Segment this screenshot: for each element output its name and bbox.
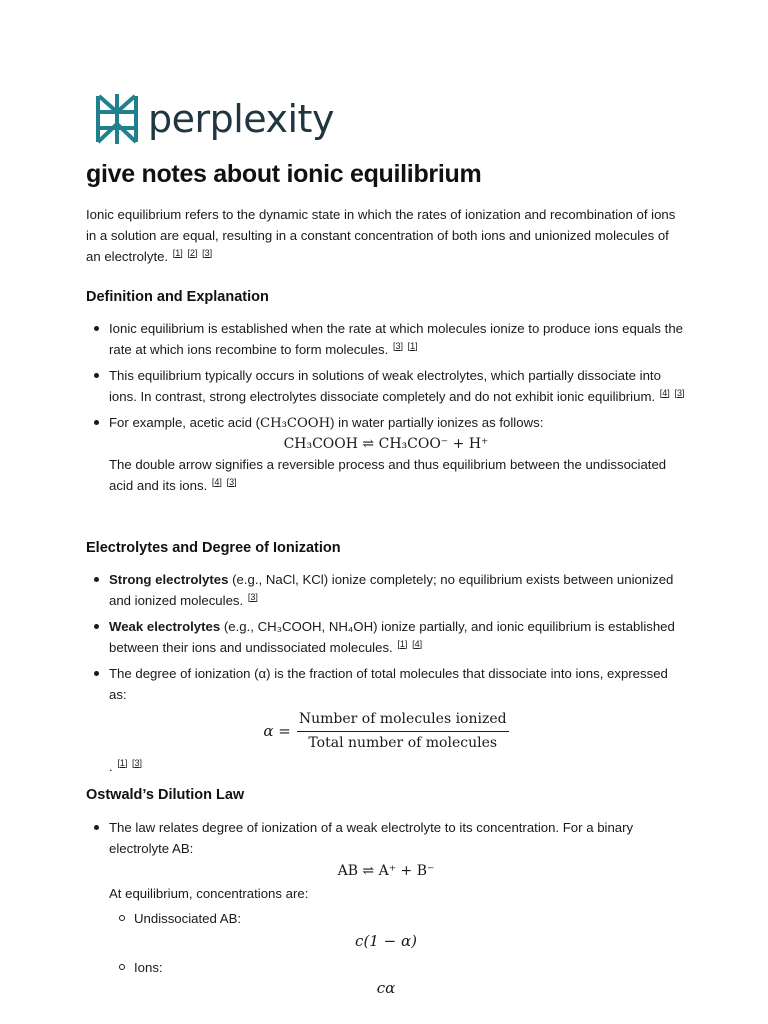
bullet-text: The degree of ionization (α) is the fraction of total molecules that dissociate into ions, expressed as: <box>109 666 668 702</box>
list-item <box>86 817 686 998</box>
bullet-text: Ionic equilibrium is established when the rate at which molecules ionize to produce ions equals the rate at which ions recombine to form molecules. <box>109 321 683 357</box>
list-item <box>86 663 686 777</box>
citation-link[interactable]: [3] <box>674 387 685 398</box>
bullet-text: At equilibrium, concentrations are: <box>109 886 309 901</box>
citation-link[interactable]: [4] <box>412 638 423 649</box>
section-heading-ostwald: Ostwald’s Dilution Law <box>86 787 245 803</box>
citation-link[interactable]: [2] <box>187 247 198 258</box>
list-item <box>109 908 686 951</box>
bullet-text: (e.g., CH₃COOH, NH₄OH) ionize partially, and ionic equilibrium is established between their ions and undissociated molecules. <box>109 619 675 655</box>
list-item <box>86 569 686 611</box>
list-item <box>86 412 686 496</box>
citation-link[interactable]: [3] <box>247 591 258 602</box>
bullet-text: ) in water partially ionizes as follows: <box>330 415 544 430</box>
list-item <box>86 318 686 360</box>
bold-term: Strong electrolytes <box>109 572 229 587</box>
equation-binary-electrolyte: AB ⇌ A⁺ + B⁻ <box>337 863 435 879</box>
perplexity-logo[interactable] <box>94 92 334 146</box>
bold-term: Weak electrolytes <box>109 619 221 634</box>
expr-ions: cα <box>376 979 396 997</box>
expr-undissociated: c(1 − α) <box>355 932 417 950</box>
citation-link[interactable]: [3] <box>132 757 143 768</box>
bullet-text: (e.g., NaCl, KCl) ionize completely; no equilibrium exists between unionized and ionized molecules. <box>109 572 674 608</box>
definition-list <box>86 318 686 496</box>
bullet-text: The double arrow signifies a reversible process and thus equilibrium between the undissociated acid and its ions. <box>109 457 667 493</box>
intro-text: Ionic equilibrium refers to the dynamic state in which the rates of ionization and recombination of ions in a solution are equal, resulting in a constant concentration of both ions and unionized molecules of an electrolyte. <box>86 207 676 264</box>
intro-paragraph <box>86 204 686 267</box>
section-heading-definition: Definition and Explanation <box>86 289 269 305</box>
citation-link[interactable]: [1] <box>407 340 418 351</box>
electrolytes-list <box>86 569 686 777</box>
bullet-text: This equilibrium typically occurs in solutions of weak electrolytes, which partially dissociate into ions. In contrast, strong electrolytes dissociate completely and do not exhibit ionic equilibrium. <box>109 368 661 404</box>
trailing-period: . <box>109 759 113 774</box>
citation-link[interactable]: [3] <box>226 476 237 487</box>
page-title: give notes about ionic equilibrium <box>86 160 482 188</box>
citation-link[interactable]: [3] <box>392 340 403 351</box>
citation-link[interactable]: [1] <box>117 757 128 768</box>
concentration-list <box>109 908 686 998</box>
inline-formula: CH₃COOH <box>259 416 331 431</box>
ostwald-list <box>86 817 686 998</box>
list-item <box>86 616 686 658</box>
perplexity-logo-icon <box>94 92 140 146</box>
section-heading-electrolytes: Electrolytes and Degree of Ionization <box>86 540 341 556</box>
citation-link[interactable]: [4] <box>211 476 222 487</box>
list-item <box>86 365 686 407</box>
citation-link[interactable]: [1] <box>397 638 408 649</box>
bullet-text: For example, acetic acid ( <box>109 415 260 430</box>
equation-acetic-acid: CH₃COOH ⇌ CH₃COO⁻ + H⁺ <box>283 436 489 452</box>
logo-wordmark: perplexity <box>148 97 334 141</box>
equation-degree-of-ionization <box>86 709 686 754</box>
bullet-text: The law relates degree of ionization of a weak electrolyte to its concentration. For a binary electrolyte AB: <box>109 820 634 856</box>
sub-item-label: Undissociated AB: <box>134 911 242 926</box>
citation-link[interactable]: [4] <box>659 387 670 398</box>
citation-link[interactable]: [1] <box>172 247 183 258</box>
list-item <box>109 957 686 998</box>
fraction-numerator: Number of molecules ionized <box>297 709 509 732</box>
citation-link[interactable]: [3] <box>202 247 213 258</box>
sub-item-label: Ions: <box>134 960 163 975</box>
fraction-denominator: Total number of molecules <box>308 735 498 751</box>
equation-lhs: α = <box>263 722 291 740</box>
